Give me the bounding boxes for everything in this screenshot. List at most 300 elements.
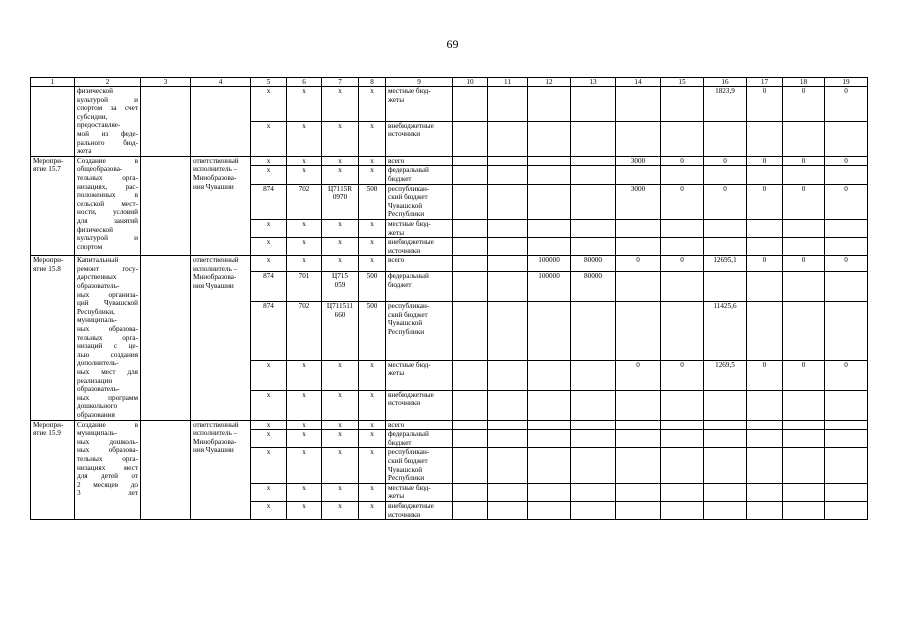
value-c14: [616, 501, 661, 519]
value-c18: [783, 272, 825, 302]
value-c13: [571, 302, 616, 360]
funding-source-line: внебюджетные: [388, 238, 434, 247]
value-col-11: [488, 219, 528, 237]
value-c19: 0: [825, 360, 868, 390]
funding-source-line: жеты: [388, 228, 405, 237]
value-c12: 100000: [528, 256, 571, 272]
code-csr: [322, 184, 359, 219]
value-col-11: [488, 256, 528, 272]
header-cell: 5: [251, 78, 287, 87]
code-grbs: х: [251, 420, 287, 430]
table-row: [31, 420, 868, 430]
measure-description-line: субсидии,: [77, 112, 108, 121]
column-3-cell: [141, 256, 191, 420]
code-grbs: х: [251, 238, 287, 256]
value-c17: 0: [747, 156, 783, 166]
measure-label-line: Меропри-: [33, 420, 64, 429]
value-c13: [571, 87, 616, 122]
value-c16: [704, 420, 747, 430]
value-c19: [825, 219, 868, 237]
code-csr-line: х: [338, 166, 342, 175]
measure-description-line: предоставляе-: [77, 121, 121, 130]
funding-source-line: ский бюджет: [388, 193, 428, 202]
code-vr: х: [359, 448, 386, 483]
funding-source-line: Республики: [388, 210, 425, 219]
measure-description-line: низациях, рас-: [77, 182, 138, 191]
value-c13: 80000: [571, 272, 616, 302]
measure-description-line: муниципаль-: [77, 429, 117, 438]
funding-source: [386, 360, 453, 390]
code-csr-line: х: [338, 448, 342, 457]
code-rz-pr: х: [287, 238, 322, 256]
code-vr: х: [359, 256, 386, 272]
value-c17: 0: [747, 256, 783, 272]
measure-description-line: тельных орга-: [77, 454, 138, 463]
measure-description-line: ремонт госу-: [77, 264, 138, 273]
executor-cell-line: исполнитель –: [193, 165, 238, 174]
value-col-11: [488, 483, 528, 501]
value-c19: [825, 166, 868, 184]
header-cell: 17: [747, 78, 783, 87]
code-csr-line: 059: [334, 280, 346, 289]
funding-source-line: всего: [388, 420, 405, 429]
value-c15: [661, 483, 704, 501]
value-c15: 0: [661, 360, 704, 390]
value-c12: [528, 390, 571, 420]
executor-cell: [191, 156, 251, 256]
value-col-11: [488, 238, 528, 256]
funding-source-line: местные бюд-: [388, 483, 431, 492]
executor-cell: [191, 256, 251, 420]
code-vr: 500: [359, 184, 386, 219]
measure-description-line: дополнитель-: [77, 359, 119, 368]
value-c17: 0: [747, 184, 783, 219]
header-cell: 14: [616, 78, 661, 87]
header-cell: 7: [322, 78, 359, 87]
value-c16: [704, 430, 747, 448]
measure-description-line: рального бюд-: [77, 138, 138, 147]
value-c17: 0: [747, 87, 783, 122]
funding-source-line: всего: [388, 256, 405, 265]
funding-source: [386, 448, 453, 483]
value-col-11: [488, 272, 528, 302]
value-c19: [825, 121, 868, 156]
measure-description-line: образования: [77, 410, 115, 419]
value-c13: [571, 121, 616, 156]
value-c19: [825, 420, 868, 430]
funding-source-line: бюджет: [388, 438, 412, 447]
value-c19: 0: [825, 184, 868, 219]
value-c17: [747, 448, 783, 483]
code-rz-pr: х: [287, 390, 322, 420]
code-vr: х: [359, 483, 386, 501]
value-c17: [747, 238, 783, 256]
value-c17: [747, 166, 783, 184]
code-grbs: х: [251, 256, 287, 272]
code-csr: [322, 156, 359, 166]
code-csr-line: х: [338, 430, 342, 439]
value-c12: [528, 219, 571, 237]
code-rz-pr: х: [287, 256, 322, 272]
measure-label: [31, 87, 75, 157]
value-c18: [783, 420, 825, 430]
value-c13: [571, 360, 616, 390]
header-row: [31, 78, 868, 87]
value-c16: [704, 219, 747, 237]
value-col-10: [453, 156, 488, 166]
value-c12: [528, 302, 571, 360]
value-c18: [783, 121, 825, 156]
value-c14: [616, 448, 661, 483]
funding-source-line: Чувашской: [388, 319, 423, 328]
funding-source-line: источники: [388, 246, 421, 255]
value-c13: [571, 390, 616, 420]
value-col-11: [488, 156, 528, 166]
code-rz-pr: х: [287, 156, 322, 166]
measure-description-line: физической: [77, 225, 113, 234]
measure-label-line: Меропри-: [33, 156, 64, 165]
code-grbs: х: [251, 448, 287, 483]
value-c17: [747, 420, 783, 430]
code-vr: х: [359, 156, 386, 166]
value-c18: [783, 430, 825, 448]
funding-source-line: Чувашской: [388, 465, 423, 474]
table-row: [31, 156, 868, 166]
value-c17: [747, 302, 783, 360]
measure-description-line: ных мест для: [77, 368, 138, 376]
measure-description-line: для детей от: [77, 472, 138, 481]
executor-cell: [191, 87, 251, 157]
executor-cell-line: ния Чувашии: [193, 282, 234, 291]
value-c15: [661, 121, 704, 156]
measure-description-line: положенных в: [77, 191, 138, 200]
value-c13: 80000: [571, 256, 616, 272]
header-cell: 11: [488, 78, 528, 87]
value-c12: [528, 166, 571, 184]
code-csr: [322, 272, 359, 302]
measure-description-line: реализации: [77, 376, 113, 385]
header-cell: 4: [191, 78, 251, 87]
measure-description-line: тельных орга-: [77, 173, 138, 182]
value-c13: [571, 430, 616, 448]
value-c14: [616, 219, 661, 237]
value-c15: [661, 219, 704, 237]
code-csr-line: Ц7115R: [327, 184, 353, 193]
value-c18: [783, 501, 825, 519]
value-c13: [571, 483, 616, 501]
code-grbs: х: [251, 483, 287, 501]
value-c16: 1823,9: [704, 87, 747, 122]
header-cell: 6: [287, 78, 322, 87]
column-3-cell: [141, 420, 191, 520]
header-cell: 18: [783, 78, 825, 87]
value-c15: [661, 390, 704, 420]
code-grbs: х: [251, 166, 287, 184]
code-grbs: х: [251, 219, 287, 237]
value-col-10: [453, 121, 488, 156]
value-c13: [571, 184, 616, 219]
measure-description-line: дарственных: [77, 273, 117, 282]
value-c19: [825, 238, 868, 256]
value-c14: [616, 390, 661, 420]
funding-source-line: источники: [388, 130, 421, 139]
value-c12: [528, 501, 571, 519]
executor-cell-line: Минобразова-: [193, 273, 237, 282]
code-csr: [322, 121, 359, 156]
code-grbs: х: [251, 156, 287, 166]
value-col-10: [453, 256, 488, 272]
code-csr: [322, 360, 359, 390]
value-c15: 0: [661, 156, 704, 166]
value-c13: [571, 448, 616, 483]
funding-source-line: республикан-: [388, 302, 430, 311]
executor-cell-line: Минобразова-: [193, 173, 237, 182]
code-grbs: х: [251, 121, 287, 156]
funding-source-line: всего: [388, 156, 405, 165]
value-c17: [747, 501, 783, 519]
code-vr: х: [359, 430, 386, 448]
value-col-11: [488, 121, 528, 156]
value-c18: [783, 238, 825, 256]
funding-source-line: Республики: [388, 474, 425, 483]
funding-source: [386, 256, 453, 272]
funding-source-line: федеральный: [388, 430, 429, 439]
value-c18: 0: [783, 360, 825, 390]
value-col-11: [488, 360, 528, 390]
value-c19: [825, 501, 868, 519]
code-rz-pr: х: [287, 483, 322, 501]
measure-label-line: ятие 15.7: [33, 165, 61, 174]
funding-source-line: Чувашской: [388, 201, 423, 210]
funding-source: [386, 238, 453, 256]
funding-source: [386, 272, 453, 302]
funding-source-line: местные бюд-: [388, 87, 431, 95]
measure-description-line: физической: [77, 87, 113, 95]
funding-source-line: республикан-: [388, 184, 430, 193]
code-csr-line: х: [338, 238, 342, 247]
measure-description-line: ных образова-: [77, 446, 138, 455]
value-c14: [616, 238, 661, 256]
value-c18: 0: [783, 184, 825, 219]
value-c18: [783, 390, 825, 420]
measure-description-line: образователь-: [77, 385, 120, 394]
value-c17: [747, 219, 783, 237]
code-csr: [322, 238, 359, 256]
measure-label: [31, 420, 75, 520]
code-csr: [322, 87, 359, 122]
code-csr-line: х: [338, 420, 342, 429]
measure-label-line: ятие 15.9: [33, 429, 61, 438]
executor-cell-line: исполнитель –: [193, 429, 238, 438]
value-c14: [616, 483, 661, 501]
column-3-cell: [141, 87, 191, 157]
funding-source: [386, 483, 453, 501]
value-c16: [704, 238, 747, 256]
code-csr-line: х: [338, 121, 342, 130]
value-c17: [747, 272, 783, 302]
measure-description-line: спортом: [77, 242, 103, 251]
code-grbs: х: [251, 390, 287, 420]
measure-description-line: ных образова-: [77, 325, 138, 334]
code-rz-pr: х: [287, 121, 322, 156]
value-col-11: [488, 501, 528, 519]
table-row: [31, 87, 868, 122]
value-c18: 0: [783, 87, 825, 122]
value-c13: [571, 501, 616, 519]
measure-description-line: Создание в: [77, 420, 138, 429]
code-grbs: х: [251, 360, 287, 390]
value-c16: [704, 501, 747, 519]
code-csr-line: 0970: [332, 193, 348, 202]
value-col-10: [453, 219, 488, 237]
code-csr: [322, 256, 359, 272]
value-col-10: [453, 87, 488, 122]
measure-description-line: ных программ: [77, 393, 138, 402]
code-csr: [322, 483, 359, 501]
measure-description-line: муниципаль-: [77, 316, 117, 325]
value-c14: [616, 87, 661, 122]
funding-source-line: жеты: [388, 369, 405, 378]
measure-description-line: Республики,: [77, 307, 115, 316]
value-col-10: [453, 483, 488, 501]
executor-cell-line: ния Чувашии: [193, 182, 234, 191]
executor-cell-line: ответственный: [193, 256, 239, 265]
value-col-10: [453, 184, 488, 219]
value-c17: [747, 390, 783, 420]
code-grbs: 874: [251, 302, 287, 360]
header-cell: 8: [359, 78, 386, 87]
executor-cell-line: ответственный: [193, 420, 239, 429]
code-vr: х: [359, 121, 386, 156]
value-c12: [528, 87, 571, 122]
measure-description-line: 3 лет: [77, 489, 138, 498]
code-csr-line: Ц715: [332, 272, 348, 281]
code-rz-pr: х: [287, 501, 322, 519]
measure-description: [75, 420, 141, 520]
value-c12: [528, 238, 571, 256]
funding-source: [386, 390, 453, 420]
value-c16: [704, 448, 747, 483]
funding-source-line: республикан-: [388, 448, 430, 457]
value-c17: [747, 430, 783, 448]
value-c14: [616, 420, 661, 430]
page-number: 69: [446, 37, 459, 51]
funding-source-line: жеты: [388, 95, 405, 104]
code-vr: х: [359, 238, 386, 256]
value-c14: 3000: [616, 156, 661, 166]
measure-description-line: дошкольного: [77, 402, 118, 411]
value-c16: [704, 272, 747, 302]
funding-source-line: ский бюджет: [388, 456, 428, 465]
value-c15: [661, 430, 704, 448]
value-c18: 0: [783, 156, 825, 166]
code-vr: х: [359, 87, 386, 122]
funding-source: [386, 219, 453, 237]
measure-description-line: ций Чувашской: [77, 299, 138, 308]
header-cell: 13: [571, 78, 616, 87]
funding-source-line: местные бюд-: [388, 360, 431, 369]
value-c15: 0: [661, 256, 704, 272]
executor-cell: [191, 420, 251, 520]
header-cell: 3: [141, 78, 191, 87]
code-csr: [322, 430, 359, 448]
value-c12: [528, 360, 571, 390]
funding-source: [386, 184, 453, 219]
value-c19: [825, 272, 868, 302]
executor-cell-line: исполнитель –: [193, 264, 238, 273]
header-cell: 16: [704, 78, 747, 87]
measure-description-line: жета: [77, 147, 92, 156]
code-rz-pr: х: [287, 430, 322, 448]
code-grbs: 874: [251, 272, 287, 302]
header-cell: 2: [75, 78, 141, 87]
code-rz-pr: х: [287, 448, 322, 483]
value-c18: 0: [783, 256, 825, 272]
value-c18: [783, 448, 825, 483]
value-col-10: [453, 390, 488, 420]
value-c14: 0: [616, 360, 661, 390]
code-rz-pr: х: [287, 166, 322, 184]
code-rz-pr: 702: [287, 184, 322, 219]
funding-source-line: источники: [388, 510, 421, 519]
value-c12: [528, 121, 571, 156]
code-csr-line: х: [338, 256, 342, 265]
value-c12: [528, 420, 571, 430]
column-3-cell: [141, 156, 191, 256]
measure-description-line: ных организа-: [77, 290, 138, 299]
measure-label: [31, 256, 75, 420]
measure-description-line: общеобразова-: [77, 165, 123, 174]
value-c17: [747, 121, 783, 156]
value-c15: [661, 501, 704, 519]
code-grbs: х: [251, 87, 287, 122]
header-cell: 10: [453, 78, 488, 87]
code-vr: 500: [359, 272, 386, 302]
measure-label: [31, 156, 75, 256]
measure-description-line: ных дошколь-: [77, 437, 138, 446]
value-c19: [825, 390, 868, 420]
value-c12: [528, 156, 571, 166]
value-col-11: [488, 430, 528, 448]
value-c15: [661, 302, 704, 360]
value-c19: [825, 448, 868, 483]
measure-description: [75, 156, 141, 256]
value-c16: [704, 483, 747, 501]
code-grbs: х: [251, 501, 287, 519]
value-c13: [571, 166, 616, 184]
measure-description-line: низациях мест: [77, 463, 138, 472]
value-c14: [616, 121, 661, 156]
value-c14: 0: [616, 256, 661, 272]
value-col-11: [488, 302, 528, 360]
code-csr: [322, 448, 359, 483]
header-cell: 15: [661, 78, 704, 87]
measure-description-line: спортом за счет: [77, 104, 138, 113]
funding-source: [386, 121, 453, 156]
measure-description-line: Капитальный: [77, 256, 119, 265]
value-c14: [616, 272, 661, 302]
code-csr: [322, 166, 359, 184]
value-c15: [661, 166, 704, 184]
value-c15: [661, 238, 704, 256]
code-rz-pr: х: [287, 87, 322, 122]
value-c12: [528, 430, 571, 448]
value-c15: [661, 448, 704, 483]
code-vr: х: [359, 360, 386, 390]
value-c19: [825, 430, 868, 448]
code-csr-line: Ц711511: [326, 302, 354, 311]
value-c18: [783, 483, 825, 501]
